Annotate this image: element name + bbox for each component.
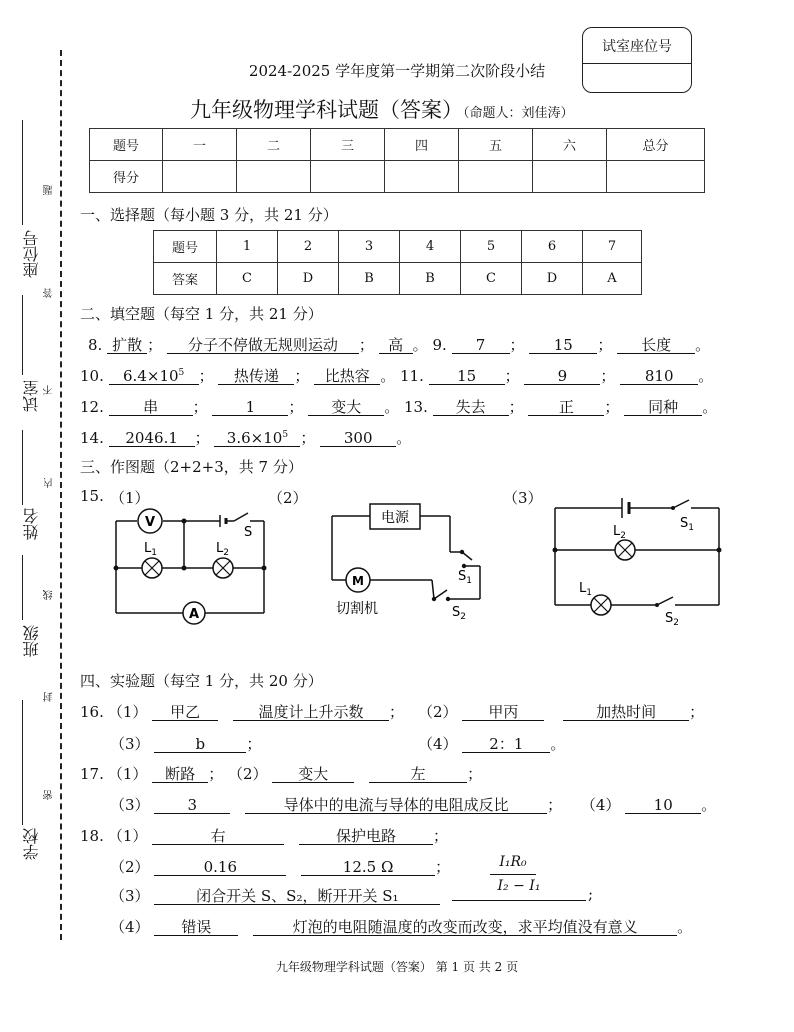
- q18-part3: （3）: [110, 887, 150, 905]
- exam-room-label: 试室: [22, 380, 41, 412]
- fraction-answer-underline: [452, 900, 586, 901]
- fraction-numerator: I₁R₀: [499, 854, 527, 870]
- school-blank: [22, 700, 23, 825]
- score-table: [89, 128, 705, 193]
- lamp-l1-label: $L_1$: [579, 581, 592, 598]
- q12-answer-2: 1: [212, 399, 288, 416]
- switch-label: S: [244, 525, 253, 540]
- q17-part2: （2）: [227, 765, 268, 783]
- name-label: 姓名: [22, 508, 41, 540]
- q18-part4: （4）: [110, 918, 150, 936]
- choice-answer: B: [339, 263, 400, 295]
- ammeter-symbol: A: [188, 607, 200, 622]
- score-cell: [607, 161, 705, 193]
- choice-answer: D: [522, 263, 583, 295]
- score-header-cell: 总分: [607, 129, 705, 161]
- q11-answer-2: 9: [524, 368, 600, 385]
- q15-part2-label: （2）: [268, 489, 308, 507]
- q8-answer-1: 扩散: [107, 337, 147, 354]
- name-blank: [22, 430, 23, 505]
- score-cell: [533, 161, 607, 193]
- choice-header: 2: [278, 231, 339, 263]
- seal-char: 线: [44, 590, 55, 600]
- q11-number: 11.: [399, 367, 424, 385]
- circuit-diagram-3: [545, 490, 730, 630]
- q16-number: 16.: [80, 703, 104, 721]
- page-title: [190, 94, 574, 124]
- q10-answer-2: 热传递: [218, 368, 294, 385]
- q9-answer-1: 7: [452, 337, 510, 354]
- score-header-cell: 五: [459, 129, 533, 161]
- q16-line-1b: （2） 甲丙 加热时间 ；: [418, 703, 705, 721]
- power-source-box: [370, 504, 420, 529]
- section2-heading: 二、填空题（每空 1 分，共 21 分）: [80, 305, 323, 323]
- section1-heading: 一、选择题（每小题 3 分，共 21 分）: [80, 206, 338, 224]
- voltmeter-symbol: V: [144, 515, 156, 530]
- q17-answer-5: 导体中的电流与导体的电阻成反比: [245, 797, 547, 814]
- q16-answer-2: 温度计上升示数: [233, 704, 389, 721]
- seal-char: 封: [44, 692, 55, 702]
- class-label: 班级: [22, 625, 41, 657]
- q12-answer-1: 串: [109, 399, 193, 416]
- q10-answer-3: 比热容: [314, 368, 380, 385]
- q10-number: 10.: [80, 367, 104, 385]
- q16-part1: （1）: [107, 703, 148, 721]
- q18-part1: （1）: [107, 827, 148, 845]
- q14-answer-3: 300: [320, 430, 396, 447]
- choice-header: 1: [217, 231, 278, 263]
- motor-symbol: M: [352, 574, 364, 588]
- school-label: 学校: [22, 828, 41, 860]
- q18-part2: （2）: [110, 858, 150, 876]
- choice-answer: B: [400, 263, 461, 295]
- choice-header: 7: [583, 231, 642, 263]
- binding-dashed-line: [60, 50, 62, 940]
- q18-answer-7: 灯泡的电阻随温度的改变而改变，求平均值没有意义: [253, 919, 677, 936]
- q17-answer-1: 断路: [152, 766, 208, 783]
- q18-answer-5: 闭合开关 S、S₂，断开开关 S₁: [154, 888, 440, 905]
- q18-line-2: （2） 0.16 12.5 Ω ；: [110, 858, 451, 876]
- q8-q9-line: 8. 扩散 ； 分子不停做无规则运动 ； 高 。 9. 7 ； 15 ； 长度 。: [88, 336, 711, 354]
- q18-answer-1: 右: [152, 828, 284, 845]
- q12-q13-line: 12. 串 ； 1 ； 变大 。 13. 失去 ； 正 ； 同种 。: [80, 398, 718, 416]
- q9-answer-3: 长度: [617, 337, 695, 354]
- score-cell: [163, 161, 237, 193]
- choice-answer: D: [278, 263, 339, 295]
- q13-answer-2: 正: [528, 399, 604, 416]
- lamp-l1-icon: [142, 558, 162, 578]
- q18-answer-6: 错误: [154, 919, 238, 936]
- seal-char: 题: [44, 185, 55, 195]
- q16-part2: （2）: [418, 703, 458, 721]
- choice-header: 5: [461, 231, 522, 263]
- seal-char: 内: [44, 478, 55, 488]
- lamp-l2-icon: [615, 540, 635, 560]
- q18-line-1: 18. （1） 右 保护电路 ；: [80, 827, 448, 845]
- q16-line-1: 16. （1） 甲乙 温度计上升示数 ；: [80, 703, 404, 721]
- q13-answer-1: 失去: [433, 399, 509, 416]
- score-row-label: 得分: [90, 161, 163, 193]
- q17-answer-2: 变大: [272, 766, 354, 783]
- q15-part1-label: （1）: [110, 489, 150, 507]
- q16-answer-3: 甲丙: [462, 704, 544, 721]
- score-header-cell: 四: [385, 129, 459, 161]
- score-header-cell: 一: [163, 129, 237, 161]
- q15-number: 15.: [80, 487, 104, 505]
- q9-number: 9.: [432, 336, 447, 354]
- q15-part3-label: （3）: [503, 489, 543, 507]
- q18-answer-4: 12.5 Ω: [301, 859, 435, 876]
- choice-header: 4: [400, 231, 461, 263]
- q9-answer-2: 15: [529, 337, 597, 354]
- q8-answer-3: 高: [379, 337, 413, 354]
- q17-line-2: （3） 3 导体中的电流与导体的电阻成反比 ； （4） 10 。: [110, 796, 717, 814]
- seat-number-label: 座位号: [22, 230, 41, 278]
- score-header-cell: 题号: [90, 129, 163, 161]
- q13-answer-3: 同种: [624, 399, 702, 416]
- q8-answer-2: 分子不停做无规则运动: [167, 337, 359, 354]
- q16-line-2b: （4） 2：1 。: [418, 735, 566, 753]
- q18-answer-2: 保护电路: [299, 828, 433, 845]
- q16-line-2: （3） b ；: [110, 735, 262, 753]
- q14-number: 14.: [80, 429, 104, 447]
- score-cell: [459, 161, 533, 193]
- lamp-l2-label: $L_2$: [613, 524, 626, 541]
- page-footer: 九年级物理学科试题（答案） 第 1 页 共 2 页: [275, 960, 519, 974]
- score-header-cell: 三: [311, 129, 385, 161]
- lamp-l2-label: $L_2$: [216, 541, 229, 558]
- fraction-denominator: I₂ − I₁: [497, 878, 541, 894]
- switch-s2-label: $S_2$: [452, 605, 466, 622]
- cutter-label: 切割机: [336, 601, 378, 617]
- score-cell: [237, 161, 311, 193]
- q18-line-3: [110, 885, 440, 906]
- q17-number: 17.: [80, 765, 104, 783]
- q18-answer-3: 0.16: [154, 859, 286, 876]
- q17-part4: （4）: [580, 796, 621, 814]
- q14-line: 14. 2046.1 ； $3.6\times 10^5$ ； 300 。: [80, 429, 412, 447]
- lamp-l2-icon: [213, 558, 233, 578]
- q18-line-4: （4） 错误 灯泡的电阻随温度的改变而改变，求平均值没有意义 。: [110, 918, 693, 936]
- q11-answer-3: 810: [620, 368, 698, 385]
- seal-char: 不: [44, 385, 55, 395]
- circuit-diagram-2: [322, 496, 492, 630]
- choice-header: 6: [522, 231, 583, 263]
- seal-char: 密: [44, 790, 55, 800]
- q17-answer-6: 10: [625, 797, 701, 814]
- exam-subtitle: 2024-2025 学年度第一学期第二次阶段小结: [248, 62, 546, 80]
- q12-number: 12.: [80, 398, 104, 416]
- exam-room-blank: [22, 295, 23, 375]
- voltmeter-icon: [138, 509, 162, 533]
- fraction-semicolon: ;: [588, 885, 594, 903]
- q16-answer-5: b: [154, 736, 246, 753]
- q10-answer-1: $6.4\times 10^5$: [109, 365, 199, 385]
- score-cell: [385, 161, 459, 193]
- switch-s1-label: $S_1$: [458, 569, 472, 586]
- ammeter-icon: [183, 602, 205, 624]
- q17-answer-3: 左: [369, 766, 467, 783]
- section4-heading: 四、实验题（每空 1 分，共 20 分）: [80, 672, 323, 690]
- seal-char: 答: [44, 288, 55, 298]
- q10-q11-line: 10. $6.4\times 10^5$ ； 热传递 ； 比热容 。 11. 15 ； 9 ； 810 。: [80, 367, 714, 385]
- q16-answer-1: 甲乙: [152, 704, 218, 721]
- choice-answer-table: [153, 230, 642, 295]
- q12-answer-3: 变大: [308, 399, 384, 416]
- section3-heading: 三、作图题（2+2+3，共 7 分）: [80, 458, 303, 476]
- q16-answer-4: 加热时间: [563, 704, 689, 721]
- q14-answer-1: 2046.1: [109, 430, 195, 447]
- q16-answer-6: 2：1: [462, 736, 550, 753]
- seat-number-blank: [22, 120, 23, 225]
- score-cell: [311, 161, 385, 193]
- author-text: （命题人：刘佳涛）: [463, 106, 574, 121]
- q18-number: 18.: [80, 827, 104, 845]
- switch-s2-label: $S_2$: [665, 611, 679, 628]
- power-source-label: 电源: [381, 510, 409, 526]
- q16-part4: （4）: [418, 735, 458, 753]
- fraction-bar: [490, 874, 536, 875]
- switch-s1-label: $S_1$: [680, 516, 694, 533]
- choice-answer-label: 答案: [154, 263, 217, 295]
- q16-part3: （3）: [110, 735, 150, 753]
- choice-answer: C: [461, 263, 522, 295]
- q11-answer-1: 15: [429, 368, 505, 385]
- seat-box-label: 试室座位号: [602, 39, 672, 55]
- q13-number: 13.: [403, 398, 428, 416]
- motor-icon: [346, 568, 370, 592]
- choice-header: 题号: [154, 231, 217, 263]
- choice-answer: A: [583, 263, 642, 295]
- q17-line-1: 17. （1） 断路 ； （2） 变大 左 ；: [80, 765, 483, 783]
- q17-part1: （1）: [107, 765, 148, 783]
- q14-answer-2: $3.6\times 10^5$: [214, 427, 300, 447]
- circuit-diagram-1: [100, 500, 280, 630]
- q17-answer-4: 3: [154, 797, 230, 814]
- choice-header: 3: [339, 231, 400, 263]
- title-text: 九年级物理学科试题（答案）: [190, 98, 463, 122]
- choice-answer: C: [217, 263, 278, 295]
- score-header-cell: 二: [237, 129, 311, 161]
- q17-part3: （3）: [110, 796, 150, 814]
- q8-number: 8.: [88, 336, 103, 354]
- lamp-l1-icon: [591, 595, 611, 615]
- lamp-l1-label: $L_1$: [144, 541, 157, 558]
- score-header-cell: 六: [533, 129, 607, 161]
- class-blank: [22, 555, 23, 620]
